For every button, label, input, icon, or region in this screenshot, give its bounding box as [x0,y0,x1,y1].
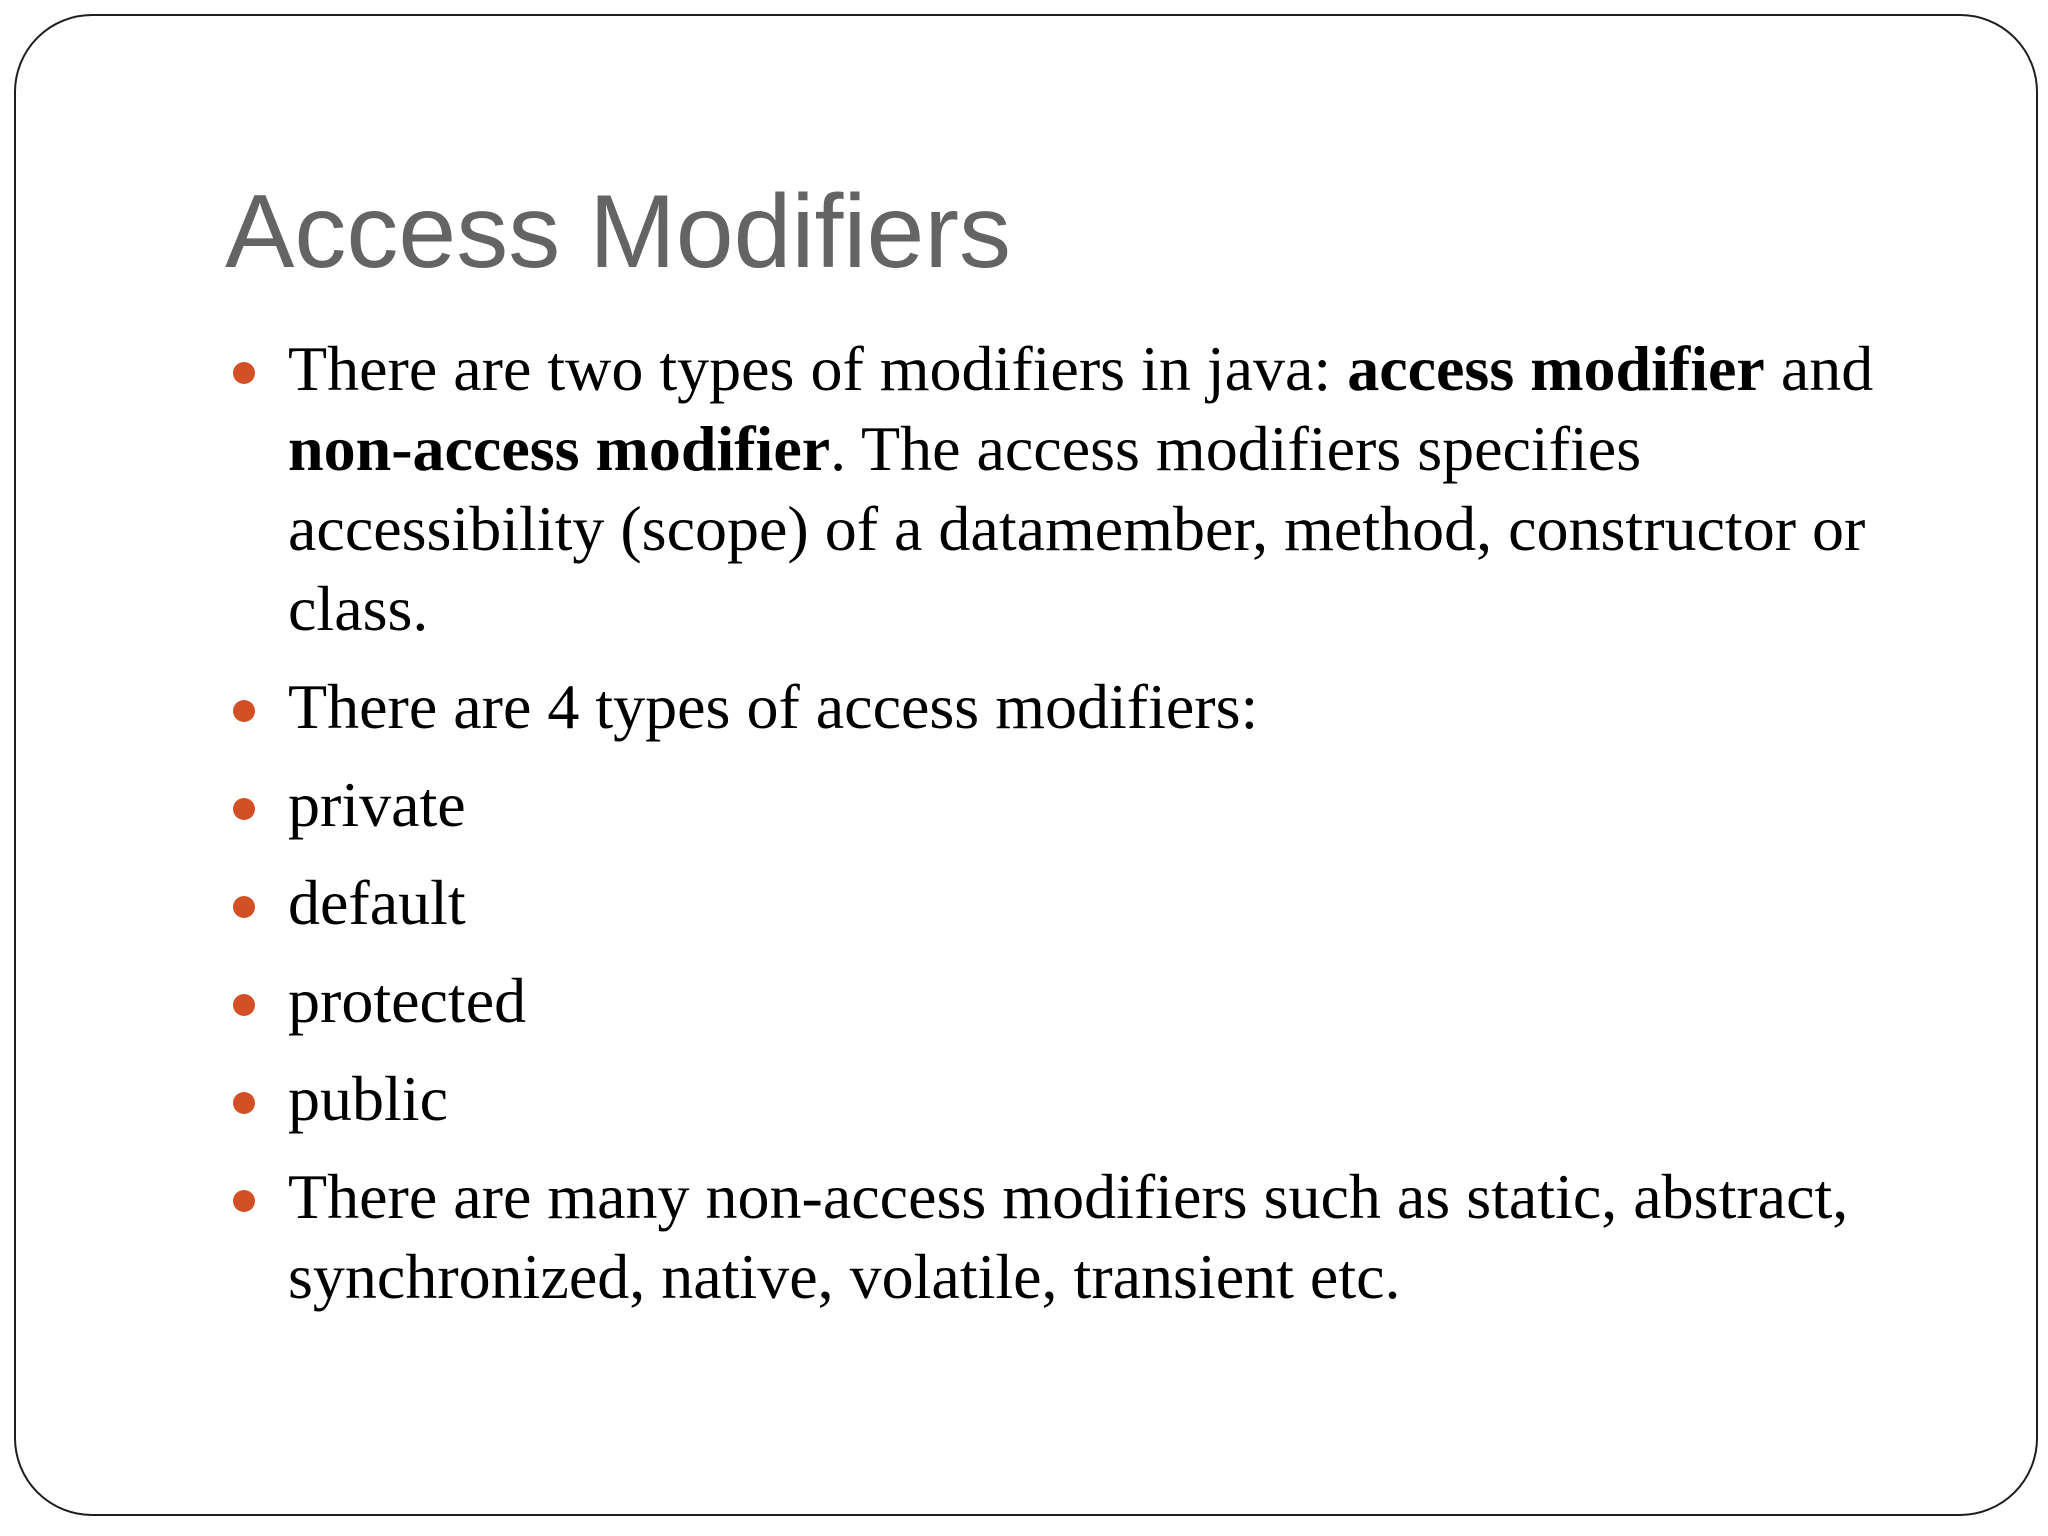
bullet-bold-term: non-access modifier [288,413,831,484]
bullet-text [288,333,1873,644]
bullet-text: There are 4 types of access modifiers: [288,671,1259,742]
bullet-item [225,329,1925,649]
bullet-text: public [288,1063,448,1134]
bullet-dot-icon [233,798,255,820]
bullet-dot-icon [233,1092,255,1114]
bullet-text: private [288,769,466,840]
slide-title: Access Modifiers [225,174,1011,290]
bullet-text: There are many non-access modifiers such as static, abstract, synchronized, native, volatile, transient etc. [288,1161,1849,1312]
bullet-text: protected [288,965,527,1036]
bullet-text-segment: . The access modifiers specifies accessibility (scope) of a datamember, method, constructor or class. [288,413,1866,644]
bullet-item [225,863,1925,943]
bullet-text: default [288,867,466,938]
bullet-dot-icon [233,700,255,722]
bullet-item [225,765,1925,845]
bullet-list [225,329,1925,1335]
bullet-dot-icon [233,896,255,918]
bullet-item [225,667,1925,747]
bullet-dot-icon [233,994,255,1016]
bullet-item [225,1059,1925,1139]
bullet-item [225,961,1925,1041]
bullet-dot-icon [233,1190,255,1212]
bullet-item [225,1157,1925,1317]
bullet-text-segment: There are two types of modifiers in java: [288,333,1348,404]
bullet-dot-icon [233,362,255,384]
bullet-bold-term: access modifier [1347,333,1765,404]
bullet-text-segment: and [1764,333,1874,404]
